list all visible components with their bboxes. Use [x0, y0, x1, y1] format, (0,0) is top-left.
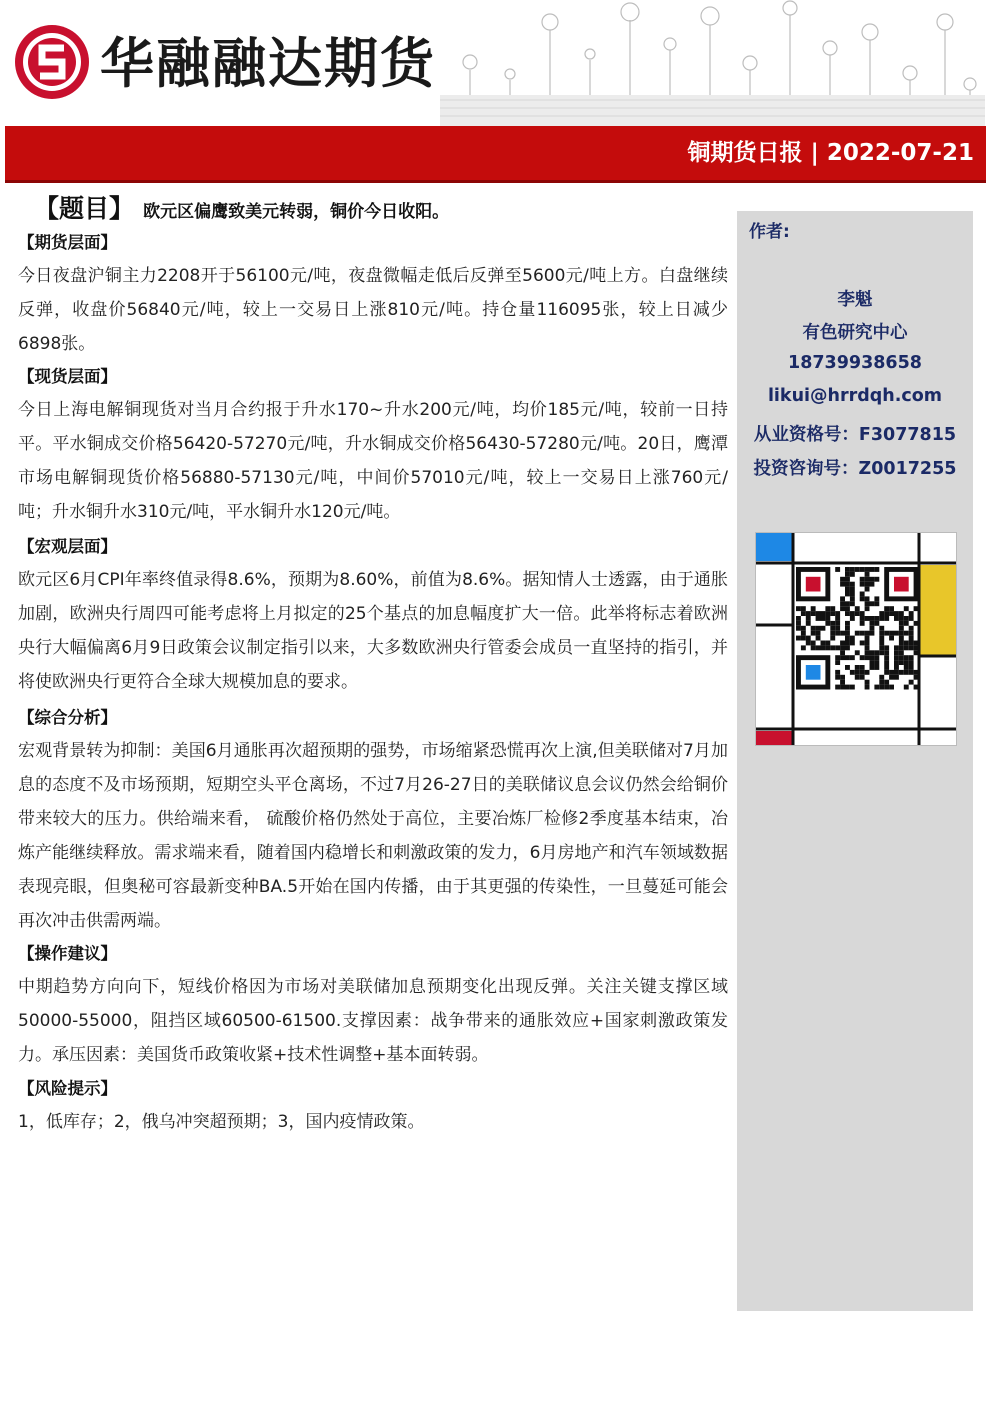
section-body: 欧元区6月CPI年率终值录得8.6%，预期为8.60%，前值为8.6%。据知情人士透露，由于通胀加剧，欧洲央行周四可能考虑将上月拟定的25个基点的加息幅度扩大一倍。此举将标志着欧洲央行大幅偏离6月9日政策会议制定指引以来，大多数欧洲央行管委会成员一直坚持的指引，并将使欧洲央行更符合全球大规模加息的要求。 [18, 570, 728, 692]
brand-name: 华融融达期货 [100, 32, 436, 95]
section-heading: 【风险提示】 [18, 1079, 117, 1098]
section-macro [18, 531, 728, 699]
section-body: 中期趋势方向向下，短线价格因为市场对美联储加息预期变化出现反弹。关注关键支撑区域50000-55000，阻挡区域60500-61500.支撑因素：战争带来的通胀效应+国家刺激政策发力。承压因素：美国货币政策收紧+技术性调整+基本面转弱。 [18, 977, 728, 1065]
section-advice [18, 938, 728, 1072]
author-label: 作者: [749, 222, 790, 242]
author-email[interactable]: likui@hrrdqh.com [767, 386, 943, 406]
qr-code-icon[interactable] [756, 533, 956, 745]
section-heading: 【现货层面】 [18, 367, 117, 386]
author-phone: 18739938658 [788, 353, 922, 373]
section-body: 1，低库存；2，俄乌冲突超预期；3，国内疫情政策。 [18, 1112, 425, 1132]
section-heading: 【期货层面】 [18, 233, 117, 252]
report-banner [5, 126, 986, 183]
author-name: 李魁 [837, 290, 873, 310]
section-body: 今日夜盘沪铜主力2208开于56100元/吨，夜盘微幅走低后反弹至5600元/吨上方。白盘继续反弹，收盘价56840元/吨，较上一交易日上涨810元/吨。持仓量116095张，较上日减少6898张。 [18, 266, 728, 354]
section-heading: 【宏观层面】 [18, 537, 117, 556]
article-title: 欧元区偏鹰致美元转弱，铜价今日收阳。 [143, 202, 450, 222]
section-risk [18, 1073, 728, 1139]
company-logo-icon [12, 22, 92, 102]
section-spot [18, 361, 728, 529]
author-department: 有色研究中心 [802, 323, 908, 343]
consulting-number: 投资咨询号：Z0017255 [753, 459, 957, 479]
qualification-number: 从业资格号：F3077815 [753, 425, 957, 445]
author-sidebar [737, 211, 973, 1311]
article-title-row [34, 189, 449, 229]
title-label: 【题目】 [34, 194, 135, 223]
section-futures [18, 227, 728, 361]
report-title: 铜期货日报 | 2022-07-21 [687, 140, 974, 166]
header-decoration [440, 0, 985, 126]
section-heading: 【综合分析】 [18, 708, 117, 727]
qr-code-panel [755, 532, 957, 746]
section-body: 今日上海电解铜现货对当月合约报于升水170~升水200元/吨，均价185元/吨，较前一日持平。平水铜成交价格56420-57270元/吨，升水铜成交价格56430-57280元/吨。20日，鹰潭市场电解铜现货价格56880-57130元/吨，中间价57010元/吨，较上一交易日上涨760元/吨；升水铜升水310元/吨，平水铜升水120元/吨。 [18, 400, 728, 522]
section-heading: 【操作建议】 [18, 944, 117, 963]
section-analysis [18, 702, 728, 938]
section-body: 宏观背景转为抑制：美国6月通胀再次超预期的强势，市场缩紧恐慌再次上演,但美联储对7月加息的态度不及市场预期，短期空头平仓离场，不过7月26-27日的美联储议息会议仍然会给铜价带来较大的压力。供给端来看， 硫酸价格仍然处于高位，主要冶炼厂检修2季度基本结束，冶炼产能继续释放。需求端来看，随着国内稳增长和刺激政策的发力，6月房地产和汽车领域数据表现亮眼，但奥秘可容最新变种BA.5开始在国内传播，由于其更强的传染性，一旦蔓延可能会再次冲击供需两端。 [18, 741, 728, 931]
